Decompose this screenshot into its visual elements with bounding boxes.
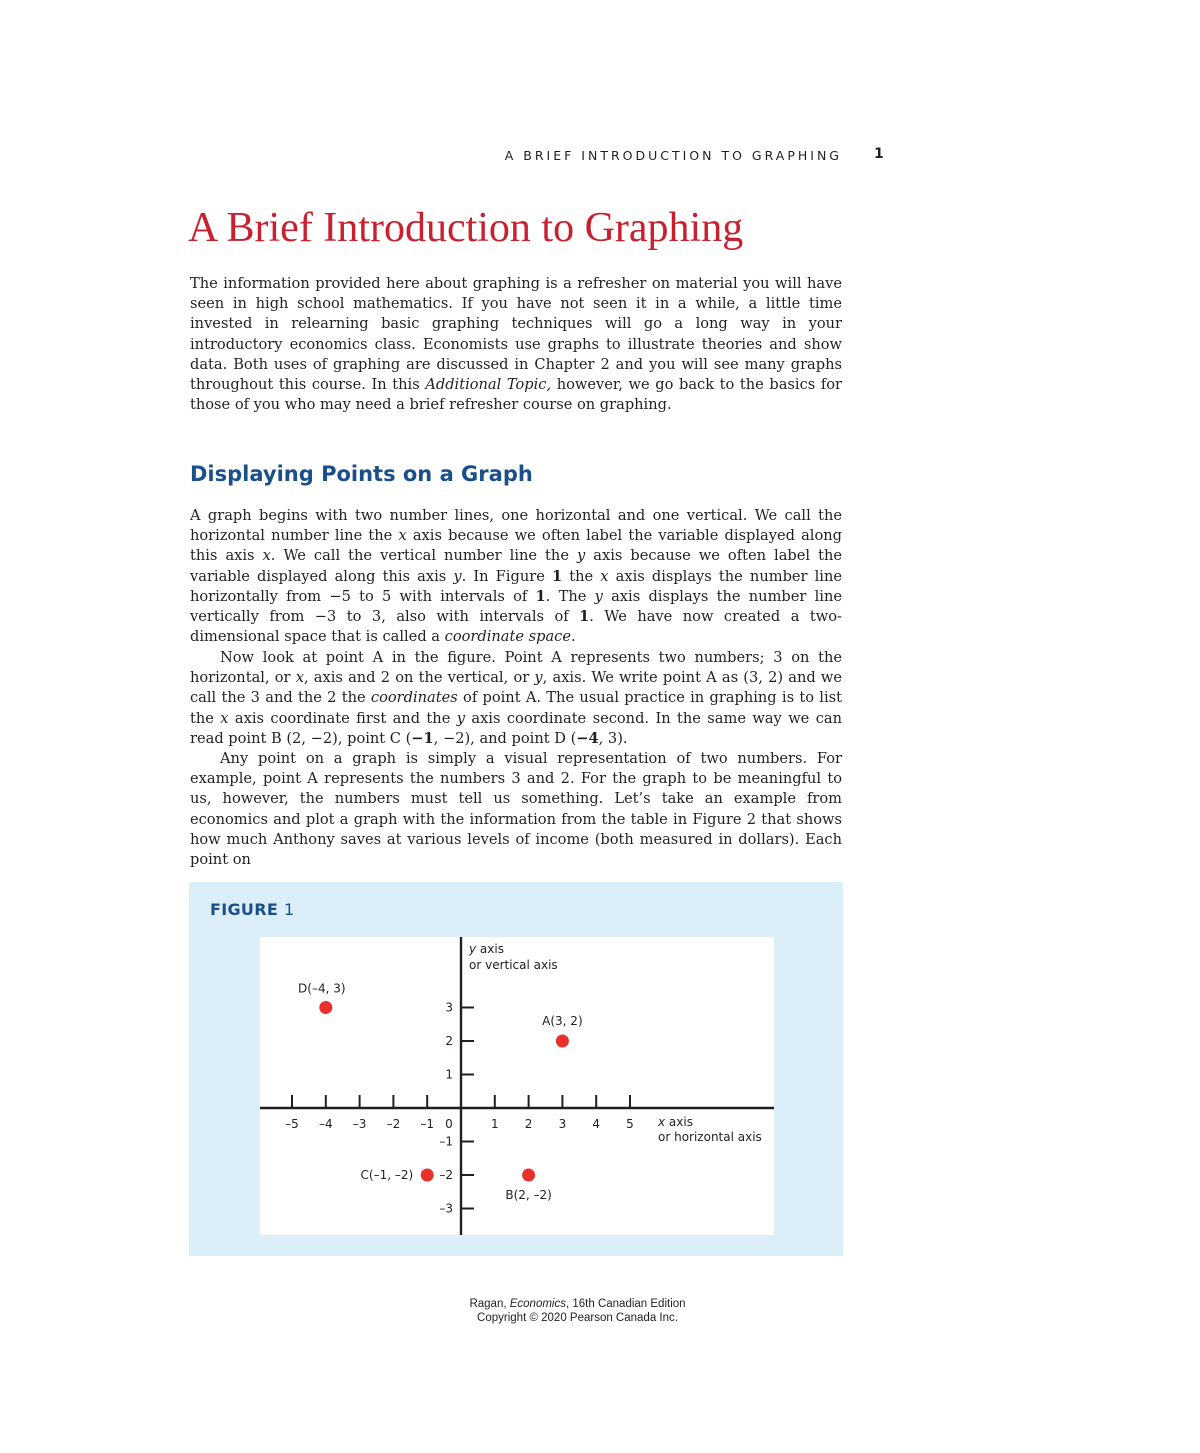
var-x: x bbox=[262, 547, 271, 565]
x-tick-label: 1 bbox=[490, 1117, 499, 1131]
point-b bbox=[522, 1169, 535, 1182]
point-label-c: C(–1, –2) bbox=[360, 1168, 414, 1182]
text: , axis and 2 on the vertical, or bbox=[303, 669, 535, 687]
text: , −2), and point D ( bbox=[433, 729, 577, 747]
x-tick-label: 5 bbox=[626, 1117, 634, 1131]
intro-emphasis: Additional Topic, bbox=[425, 376, 552, 394]
text: the bbox=[562, 567, 601, 585]
var-y: y bbox=[576, 547, 586, 565]
x-tick-label: 2 bbox=[524, 1117, 533, 1131]
y-axis-label: y axis bbox=[469, 942, 504, 956]
y-tick-label: –1 bbox=[439, 1134, 453, 1149]
bold-number: 1 bbox=[535, 587, 546, 605]
text: , 3). bbox=[598, 729, 628, 747]
footer-credit bbox=[0, 1297, 1155, 1325]
var-x: x bbox=[295, 669, 304, 687]
running-head: A BRIEF INTRODUCTION TO GRAPHING bbox=[504, 148, 842, 163]
x-tick-label: –1 bbox=[420, 1117, 435, 1131]
point-label-b: B(2, –2) bbox=[505, 1188, 552, 1202]
text: . We call the vertical number line the bbox=[270, 547, 577, 565]
figure-label-word: FIGURE bbox=[210, 900, 279, 919]
text: . In Figure bbox=[461, 567, 552, 585]
text: of point A. The usual practice in graphing is to list the bbox=[190, 689, 842, 727]
var-y: y bbox=[456, 709, 465, 727]
section-paragraph-2 bbox=[190, 648, 842, 749]
copyright-line: Copyright © 2020 Pearson Canada Inc. bbox=[477, 1312, 678, 1324]
y-tick-label: 1 bbox=[445, 1067, 453, 1082]
bold-number: −1 bbox=[411, 729, 434, 747]
coordinate-plot bbox=[260, 937, 774, 1235]
var-x: x bbox=[398, 527, 407, 545]
credit-line: Ragan, Economics, 16th Canadian Edition bbox=[469, 1298, 686, 1310]
var-x: x bbox=[220, 709, 229, 727]
point-label-d: D(–4, 3) bbox=[298, 981, 346, 996]
x-axis-label: x axis bbox=[658, 1115, 693, 1129]
x-tick-label: –2 bbox=[386, 1117, 401, 1131]
bold-number: −4 bbox=[576, 729, 599, 747]
figure-label-number: 1 bbox=[283, 900, 295, 919]
y-tick-label: 2 bbox=[445, 1034, 453, 1048]
point-a bbox=[556, 1035, 569, 1048]
text: axis displays the number line vertically from −3 to 3, also with intervals of bbox=[190, 587, 842, 626]
text: . The bbox=[545, 587, 595, 605]
var-y: y bbox=[594, 587, 603, 605]
intro-text: The information provided here about graphing is a refresher on material you will have seen in high school mathematics. If you have not seen it in a while, a little time invested in relearning basic graphing techniques will go a long way in your introductory economics class. Economists use graphs to illustrate theories and show data. Both uses of graphing are discussed in Chapter 2 and you will see many graphs throughout this course. In this bbox=[190, 275, 842, 394]
x-tick-label: 0 bbox=[445, 1117, 453, 1131]
text: Now look at point A in the figure. Point A represents two numbers; 3 on the horizontal, or bbox=[190, 649, 842, 687]
var-y: y bbox=[453, 567, 462, 585]
page-number: 1 bbox=[874, 146, 884, 162]
x-tick-label: 4 bbox=[592, 1117, 601, 1131]
text: axis because we often label the variable displayed along this axis bbox=[190, 547, 842, 585]
x-tick-label: 3 bbox=[558, 1117, 567, 1131]
y-tick-label: –3 bbox=[439, 1201, 453, 1216]
text: Any point on a graph is simply a visual representation of two numbers. For example, point A represents the numbers 3 and 2. For the graph to be meaningful to us, however, the numbers must tell us something. Let’s take an example from economics and plot a graph with the information from the table in Figure 2 that shows how much Anthony saves at various levels of income (both measured in dollars). Each point on bbox=[190, 750, 842, 869]
var-y: y bbox=[534, 669, 543, 687]
section-paragraph-3 bbox=[190, 749, 842, 870]
text: axis because we often label the variable displayed along this axis bbox=[190, 527, 843, 565]
text: A graph begins with two number lines, one horizontal and one vertical. We call the horizontal number line the bbox=[190, 507, 842, 545]
var-x: x bbox=[600, 567, 609, 585]
intro-text-end: however, we go back to the basics for those of you who may need a brief refresher course on graphing. bbox=[190, 376, 843, 414]
section-paragraph-1 bbox=[190, 506, 842, 647]
text: . bbox=[570, 628, 576, 646]
section-heading: Displaying Points on a Graph bbox=[190, 462, 533, 486]
y-axis-label-line2: or vertical axis bbox=[469, 958, 558, 972]
figure-ref: 1 bbox=[551, 567, 563, 585]
page-title: A Brief Introduction to Graphing bbox=[188, 205, 744, 251]
text: axis coordinate first and the bbox=[228, 709, 457, 727]
point-label-a: A(3, 2) bbox=[542, 1014, 583, 1028]
text: axis displays the number line horizontally from −5 to 5 with intervals of bbox=[190, 567, 843, 605]
x-tick-label: –3 bbox=[352, 1117, 367, 1131]
figure-label bbox=[210, 900, 294, 919]
x-tick-label: –5 bbox=[285, 1117, 299, 1131]
point-d bbox=[319, 1001, 332, 1014]
y-tick-label: 3 bbox=[445, 1000, 453, 1015]
text: . We have now created a two-dimensional space that is called a bbox=[190, 608, 842, 646]
x-tick-label: –4 bbox=[318, 1117, 333, 1131]
term-coordinate-space: coordinate space bbox=[444, 628, 571, 646]
y-tick-label: –2 bbox=[439, 1168, 453, 1182]
intro-paragraph bbox=[190, 274, 842, 415]
text: axis coordinate second. In the same way we can read point B (2, −2), point C ( bbox=[190, 709, 842, 747]
text: , axis. We write point A as (3, 2) and we call the 3 and the 2 the bbox=[190, 669, 843, 707]
x-axis-label-line2: or horizontal axis bbox=[658, 1130, 762, 1144]
point-c bbox=[421, 1169, 434, 1182]
term-coordinates: coordinates bbox=[370, 689, 458, 707]
bold-number: 1 bbox=[579, 608, 590, 626]
